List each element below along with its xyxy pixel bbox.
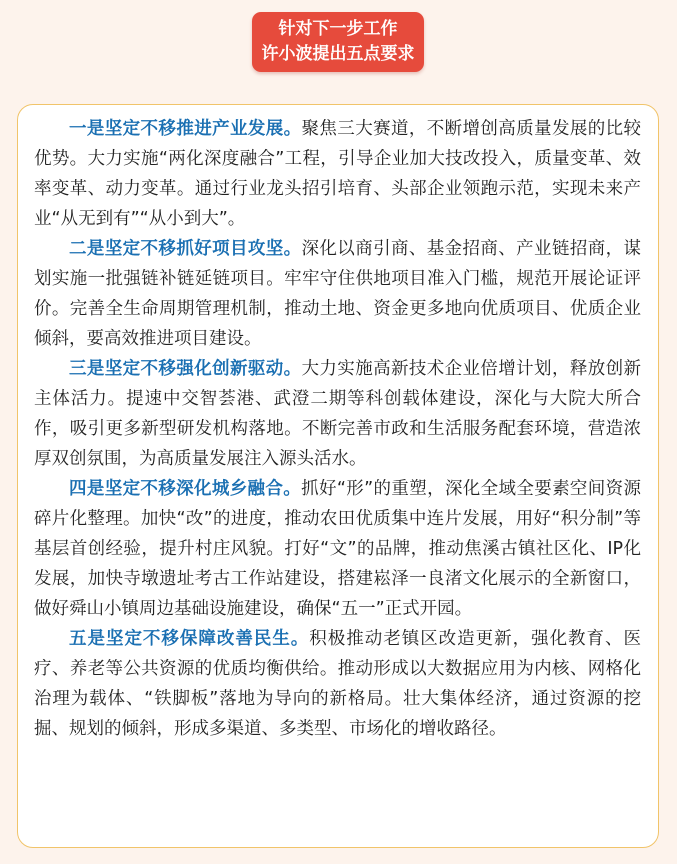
title-line-1: 针对下一步工作 <box>278 19 398 39</box>
point-3-lead: 三是坚定不移强化创新驱动。 <box>69 359 302 379</box>
point-2-lead: 二是坚定不移抓好项目攻坚。 <box>69 239 302 259</box>
content-card <box>17 104 659 848</box>
point-1-lead: 一是坚定不移推进产业发展。 <box>69 119 302 139</box>
point-4-body: 抓好“形”的重塑，深化全域全要素空间资源碎片化整理。加快“改”的进度，推动农田优质集中连片发展，用好“积分制”等基层首创经验，提升村庄风貌。打好“文”的品牌，推动焦溪古镇社区化、IP化发展，加快寺墩遗址考古工作站建设，搭建崧泽一良渚文化展示的全新窗口，做好舜山小镇周边基础设施建设，确保“五一”正式开园。 <box>34 479 642 619</box>
point-4-lead: 四是坚定不移深化城乡融合。 <box>69 479 302 499</box>
point-5-body: 积极推动老镇区改造更新，强化教育、医疗、养老等公共资源的优质均衡供给。推动形成以大数据应用为内核、网格化治理为载体、“铁脚板”落地为导向的新格局。壮大集体经济，通过资源的挖掘、规划的倾斜，形成多渠道、多类型、市场化的增收路径。 <box>34 629 642 739</box>
title-line-2: 许小波提出五点要求 <box>261 44 415 64</box>
point-4-paragraph <box>34 474 641 624</box>
point-3-body: 大力实施高新技术企业倍增计划，释放创新主体活力。提速中交智荟港、武澄二期等科创载体建设，深化与大院大所合作，吸引更多新型研发机构落地。不断完善市政和生活服务配套环境，营造浓厚双创氛围，为高质量发展注入源头活水。 <box>34 359 641 469</box>
point-2-body: 深化以商引商、基金招商、产业链招商，谋划实施一批强链补链延链项目。牢牢守住供地项目准入门槛，规范开展论证评价。完善全生命周期管理机制，推动土地、资金更多地向优质项目、优质企业倾斜，要高效推进项目建设。 <box>34 239 641 349</box>
point-5-paragraph <box>34 624 641 744</box>
point-3-paragraph <box>34 354 641 474</box>
point-1-body: 聚焦三大赛道，不断增创高质量发展的比较优势。大力实施“两化深度融合”工程，引导企业加大技改投入，质量变革、效率变革、动力变革。通过行业龙头招引培育、头部企业领跑示范，实现未来产业“从无到有”“从小到大”。 <box>34 119 641 229</box>
point-1-paragraph <box>34 114 641 234</box>
point-2-paragraph <box>34 234 641 354</box>
title-badge <box>252 12 424 72</box>
point-5-lead: 五是坚定不移保障改善民生。 <box>69 629 310 649</box>
